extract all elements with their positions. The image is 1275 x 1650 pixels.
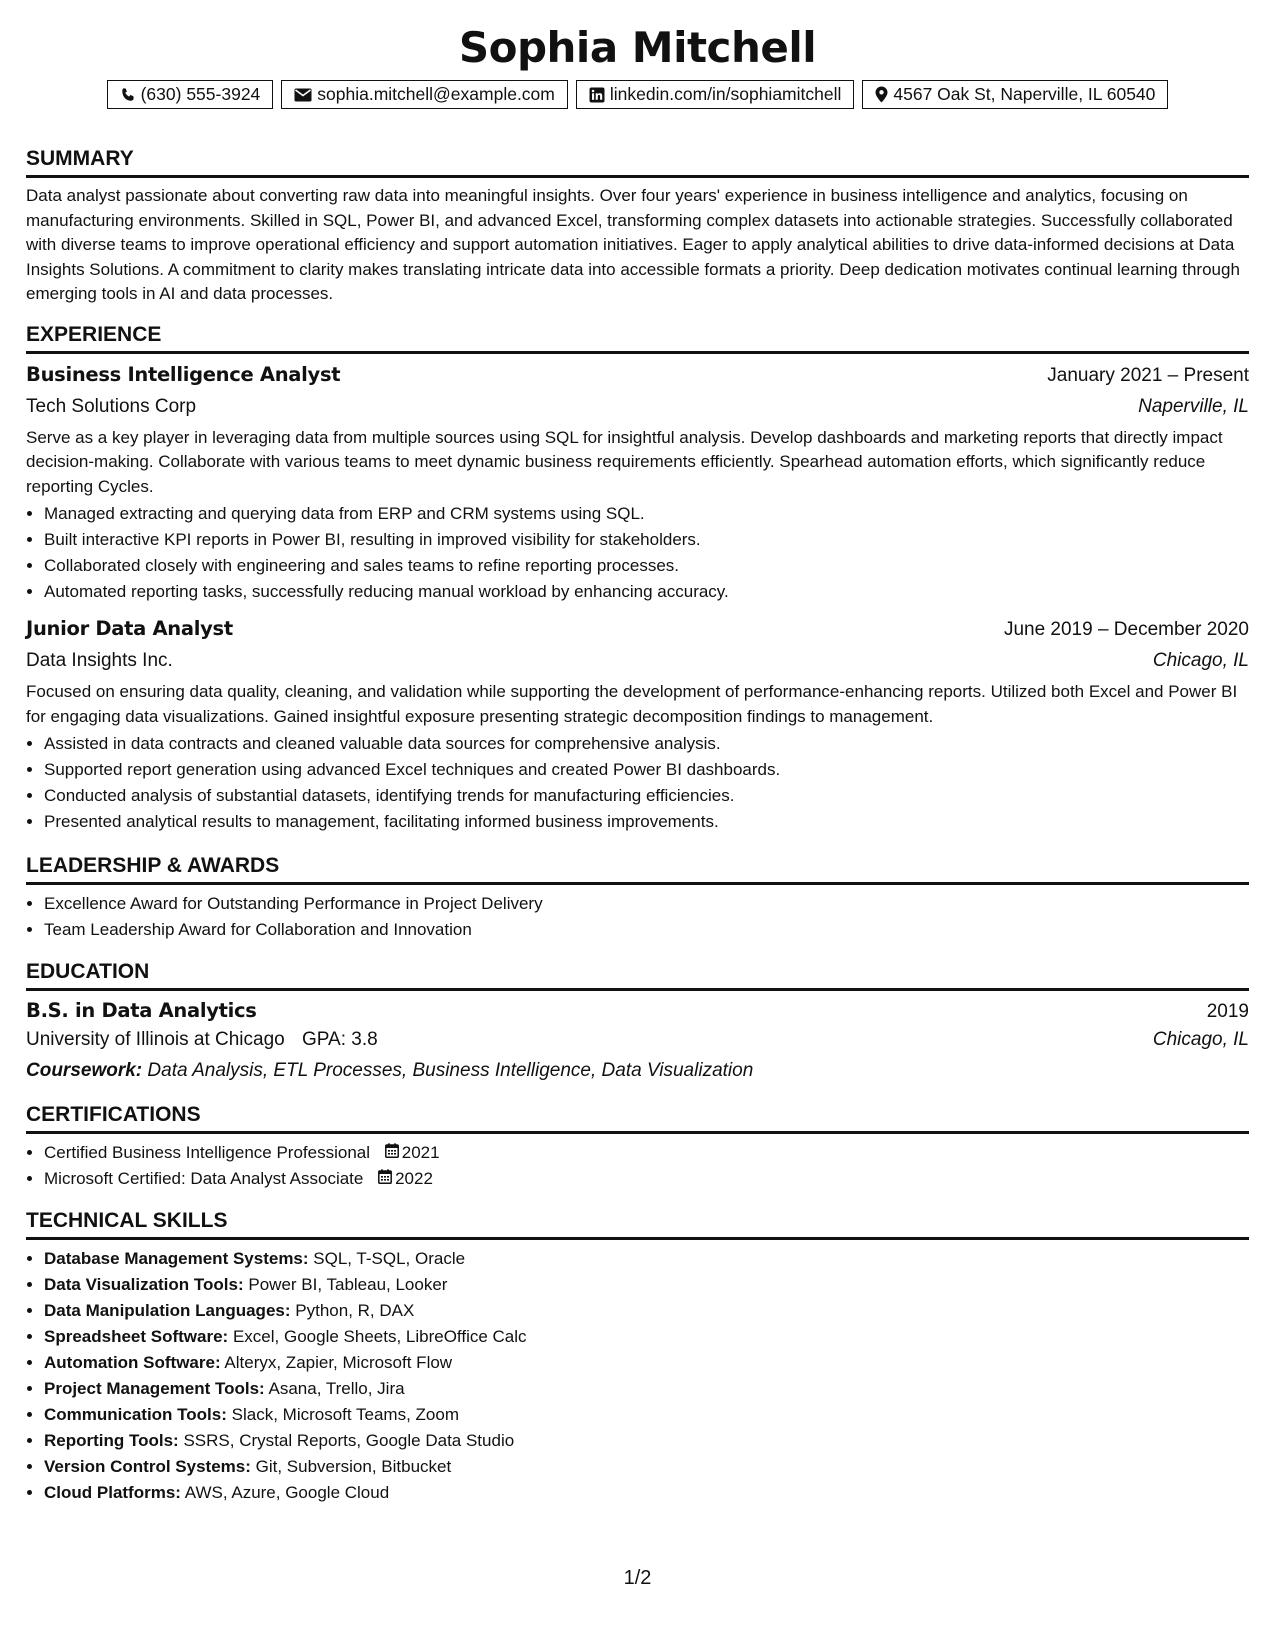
education-section: [26, 959, 1249, 1082]
school-location: Chicago, IL: [1152, 1029, 1249, 1050]
certification-name: Certified Business Intelligence Professional: [44, 1143, 371, 1162]
list-item: [44, 1272, 1249, 1298]
award-list: [26, 891, 1249, 943]
section-title: EDUCATION: [26, 959, 1249, 991]
skill-category: Automation Software:: [44, 1353, 221, 1372]
skill-values: SSRS, Crystal Reports, Google Data Studio: [183, 1431, 515, 1450]
job-description: Focused on ensuring data quality, cleaning, and validation while supporting the development of performance-enhancing reports. Utilized both Excel and Power BI for engaging data visualizations. Gained insightful exposure presenting strategic decomposition findings to management.: [26, 682, 1238, 726]
skill-category: Data Manipulation Languages:: [44, 1301, 291, 1320]
gpa: GPA: 3.8: [302, 1029, 378, 1050]
list-item: [44, 1480, 1249, 1506]
company-name: Data Insights Inc.: [26, 650, 173, 671]
list-item: [44, 1140, 1249, 1166]
list-item: • Managed extracting and querying data from ERP and CRM systems using SQL.: [44, 501, 1249, 527]
list-item: • Excellence Award for Outstanding Performance in Project Delivery: [44, 891, 1249, 917]
list-item: • Team Leadership Award for Collaboration and Innovation: [44, 917, 1249, 943]
coursework-label: Coursework:: [26, 1060, 143, 1081]
coursework-list: Data Analysis, ETL Processes, Business Intelligence, Data Visualization: [147, 1060, 754, 1081]
list-item: [44, 1350, 1249, 1376]
job-location: Chicago, IL: [1152, 650, 1249, 671]
list-item: • Automated reporting tasks, successfully reducing manual workload by enhancing accuracy.: [44, 579, 1249, 605]
skill-values: Git, Subversion, Bitbucket: [255, 1457, 452, 1476]
job-title: Junior Data Analyst: [26, 617, 233, 640]
phone-icon: [120, 87, 136, 103]
skill-values: SQL, T-SQL, Oracle: [313, 1249, 466, 1268]
map-marker-icon: [875, 86, 888, 103]
job-title: Business Intelligence Analyst: [26, 362, 341, 386]
skill-category: Database Management Systems:: [44, 1249, 309, 1268]
contact-address: [862, 80, 1168, 109]
contact-text: 4567 Oak St, Naperville, IL 60540: [893, 84, 1156, 104]
graduation-year: 2019: [1206, 1001, 1249, 1022]
experience-section: [26, 322, 1249, 836]
job-entry: [26, 617, 1249, 835]
leadership-section: [26, 853, 1249, 943]
skill-values: Excel, Google Sheets, LibreOffice Calc: [232, 1327, 527, 1346]
list-item: [44, 1298, 1249, 1324]
list-item: • Supported report generation using advanced Excel techniques and created Power BI dashboards.: [44, 757, 1249, 783]
contact-text: linkedin.com/in/sophiamitchell: [609, 84, 842, 104]
certification-year: 2022: [395, 1169, 433, 1188]
calendar-icon: [385, 1140, 399, 1166]
candidate-name: Sophia Mitchell: [458, 23, 817, 72]
list-item: [44, 1246, 1249, 1272]
job-date: January 2021 – Present: [1047, 364, 1249, 386]
degree: B.S. in Data Analytics: [26, 999, 257, 1022]
certification-name: Microsoft Certified: Data Analyst Associate: [44, 1169, 364, 1188]
skill-category: Data Visualization Tools:: [44, 1275, 244, 1294]
job-location: Naperville, IL: [1138, 395, 1249, 417]
school-name: University of Illinois at Chicago: [26, 1029, 285, 1050]
summary-section: [26, 146, 1249, 307]
skill-category: Communication Tools:: [44, 1405, 227, 1424]
skill-values: Python, R, DAX: [295, 1301, 415, 1320]
skill-category: Version Control Systems:: [44, 1457, 251, 1476]
job-date: June 2019 – December 2020: [1003, 619, 1249, 640]
company-name: Tech Solutions Corp: [26, 395, 197, 417]
section-title: CERTIFICATIONS: [26, 1102, 1249, 1134]
skill-category: Reporting Tools:: [44, 1431, 179, 1450]
skill-category: Cloud Platforms:: [44, 1483, 181, 1502]
list-item: • Conducted analysis of substantial datasets, identifying trends for manufacturing efficiencies.: [44, 783, 1249, 809]
contact-linkedin[interactable]: [576, 80, 855, 109]
skill-values: Asana, Trello, Jira: [268, 1379, 405, 1398]
skill-values: Slack, Microsoft Teams, Zoom: [231, 1405, 459, 1424]
certification-year: 2021: [401, 1143, 440, 1162]
section-title: LEADERSHIP & AWARDS: [26, 853, 1249, 885]
coursework: [26, 1060, 1249, 1082]
section-title: TECHNICAL SKILLS: [26, 1208, 1249, 1240]
skill-category: Project Management Tools:: [44, 1379, 265, 1398]
list-item: [44, 1324, 1249, 1350]
contact-phone[interactable]: [107, 80, 274, 109]
list-item: • Presented analytical results to management, facilitating informed business improvements.: [44, 809, 1249, 835]
list-item: • Collaborated closely with engineering and sales teams to refine reporting processes.: [44, 553, 1249, 579]
page-number: 1/2: [623, 1567, 652, 1589]
linkedin-icon: [589, 87, 605, 103]
section-title: EXPERIENCE: [26, 322, 1249, 354]
contact-text: sophia.mitchell@example.com: [317, 84, 555, 104]
list-item: [44, 1166, 1249, 1192]
job-entry: [26, 363, 1249, 606]
skills-section: [26, 1208, 1249, 1506]
job-bullets: [26, 501, 1249, 605]
list-item: • Assisted in data contracts and cleaned valuable data sources for comprehensive analysis.: [44, 731, 1249, 757]
certification-list: [26, 1140, 1249, 1192]
skill-category: Spreadsheet Software:: [44, 1327, 229, 1346]
skill-values: Power BI, Tableau, Looker: [248, 1275, 448, 1294]
skills-list: [26, 1246, 1249, 1506]
envelope-icon: [294, 88, 312, 102]
list-item: [44, 1428, 1249, 1454]
list-item: [44, 1402, 1249, 1428]
job-description: Serve as a key player in leveraging data from multiple sources using SQL for insightful analysis. Develop dashboards and marketing reports that directly impact decision-making. Collaborate with various teams to meet dynamic business requirements efficiently. Spearhead automation efforts, which significantly reduce reporting Cycles.: [26, 427, 1223, 496]
contact-text: (630) 555-3924: [140, 84, 261, 104]
job-bullets: [26, 731, 1249, 835]
calendar-icon: [378, 1166, 392, 1192]
section-title: SUMMARY: [26, 146, 1249, 178]
certifications-section: [26, 1102, 1249, 1192]
summary-text: Data analyst passionate about converting raw data into meaningful insights. Over four years' experience in business intelligence and analytics, focusing on manufacturing environments. Skilled in SQL, Power BI, and advanced Excel, transforming complex datasets into actionable strategies. Successfully collaborated with diverse teams to improve operational efficiency and support automation initiatives. Eager to apply analytical abilities to drive data-informed decisions at Data Insights Solutions. A commitment to clarity makes translating intricate data into accessible formats a priority. Deep dedication motivates continual learning through emerging tools in AI and data processes.: [26, 186, 1240, 303]
list-item: [44, 1454, 1249, 1480]
list-item: [44, 1376, 1249, 1402]
contact-row: [26, 80, 1249, 109]
contact-email[interactable]: [281, 80, 568, 109]
skill-values: Alteryx, Zapier, Microsoft Flow: [224, 1353, 453, 1372]
skill-values: AWS, Azure, Google Cloud: [184, 1483, 390, 1502]
list-item: • Built interactive KPI reports in Power BI, resulting in improved visibility for stakeholders.: [44, 527, 1249, 553]
